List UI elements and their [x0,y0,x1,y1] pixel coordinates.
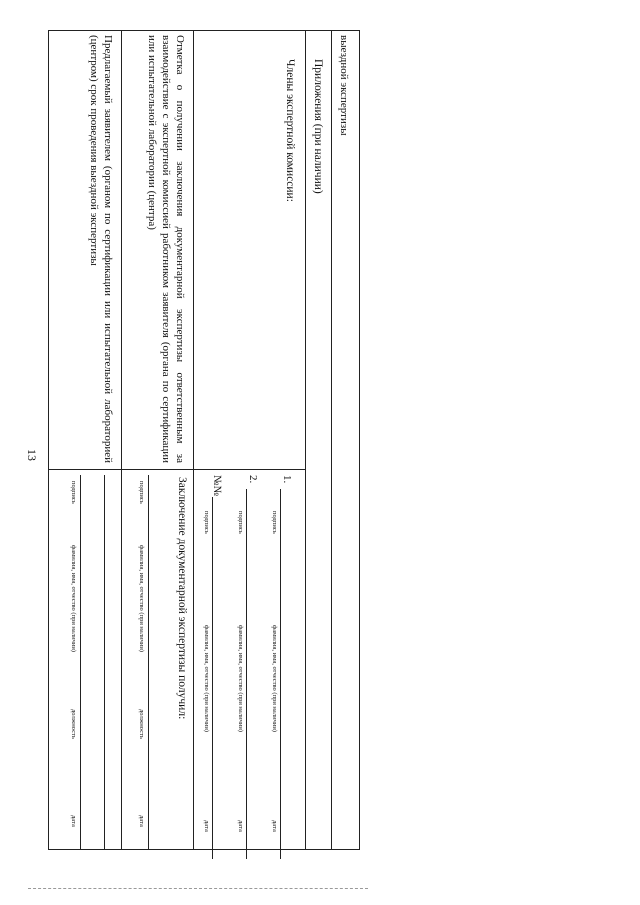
column-divider [194,469,305,470]
receipt-title: Заключение документарной экспертизы получил: [176,477,188,720]
member-2-number: 2. [247,475,259,484]
receipt-signature-line [148,475,149,849]
receipt-position-caption: должность [138,709,145,739]
attachments-label: Приложения (при наличии) [312,59,324,194]
row-attachments [305,31,331,849]
page-number: 13 [25,449,39,461]
proposed-signature-line [80,475,81,849]
row-proposed [49,31,121,849]
member-3-signature-line [212,497,213,859]
receipt-label: Отметка о получении заключения документарной экспертизы ответственным за взаимодействие с экспертной комиссией работником заявителя (органа по сертификации или испытательной лаборатории (центра) [146,35,186,463]
member-1-date-caption: дата [271,820,278,832]
proposed-date-caption: дата [70,815,77,827]
member-3-sign-caption: подпись [203,511,210,534]
member-3-fio-caption: фамилия, имя, отчество (при наличии) [203,625,210,732]
members-signatures [194,475,305,845]
member-3-number: №№ [211,475,223,496]
row-field-expertise [331,31,359,849]
proposed-signatures [49,475,121,845]
field-expertise-label: выездной экспертизы [338,35,350,136]
member-1-sign-caption: подпись [271,511,278,534]
column-divider [122,469,193,470]
row-receipt [121,31,193,849]
proposed-sign-caption: подпись [70,481,77,504]
member-3-date-caption: дата [203,820,210,832]
member-2-sign-caption: подпись [237,511,244,534]
receipt-signatures [122,475,193,845]
expertise-form-table [48,30,360,850]
member-1-number: 1. [281,475,293,484]
proposed-fio-caption: фамилия, имя, отчество (при наличии) [70,545,77,652]
receipt-sign-caption: подпись [138,481,145,504]
member-2-fio-caption: фамилия, имя, отчество (при наличии) [237,625,244,732]
column-divider [49,469,121,470]
member-1-signature-line [280,489,281,859]
proposed-position-caption: должность [70,709,77,739]
member-1-fio-caption: фамилия, имя, отчество (при наличии) [271,625,278,732]
receipt-date-caption: дата [138,815,145,827]
scan-edge-line [28,888,368,889]
row-members [193,31,305,849]
members-label: Члены экспертной комиссии: [284,59,296,202]
receipt-fio-caption: фамилия, имя, отчество (при наличии) [138,545,145,652]
proposed-line-1 [104,475,105,849]
member-2-signature-line [246,489,247,859]
member-2-date-caption: дата [237,820,244,832]
proposed-label: Предлагаемый заявителем (органом по сертификации или испытательной лабораторией (центром) срок проведения выездной экспертизы [88,35,114,463]
